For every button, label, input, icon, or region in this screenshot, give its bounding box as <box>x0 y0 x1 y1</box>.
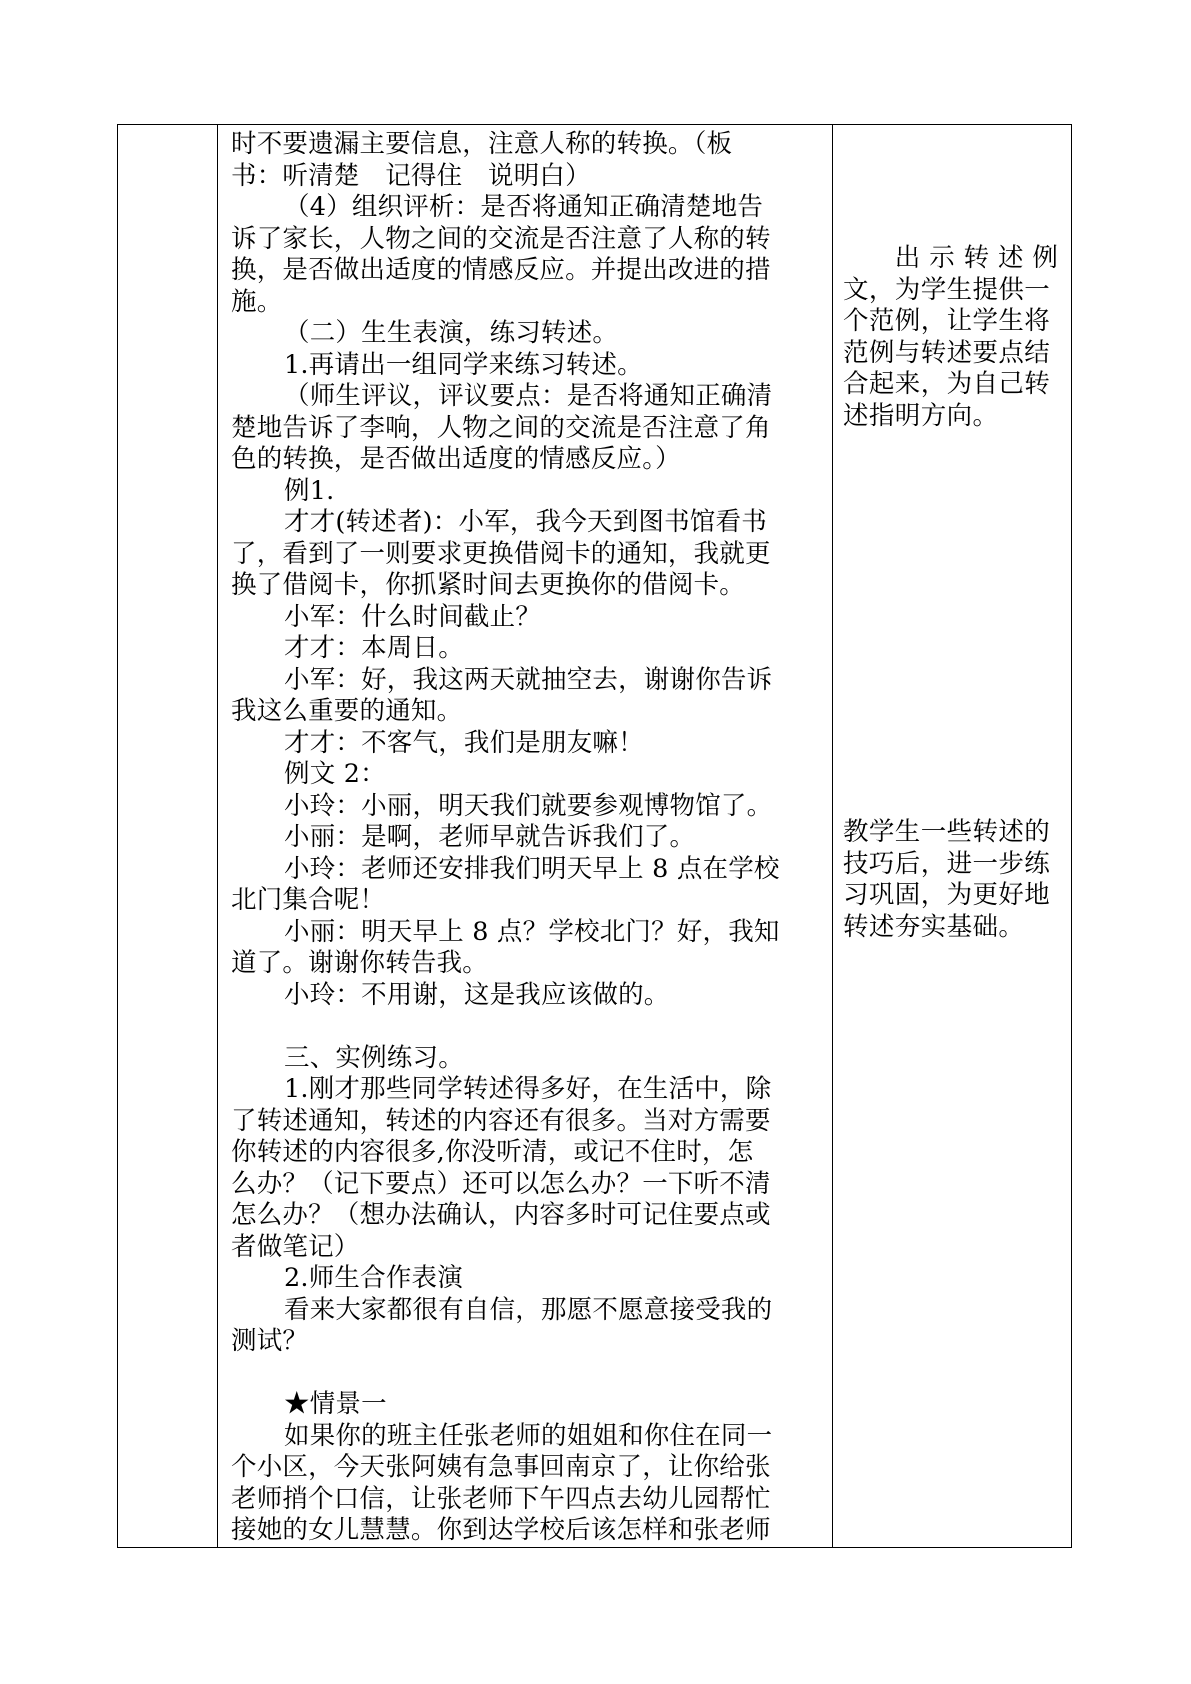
text-line: 才才：本周日。 <box>284 633 464 663</box>
table-row <box>118 125 1072 1548</box>
note-line: 转述夯实基础。 <box>843 911 1025 942</box>
text-line: 小玲：小丽，明天我们就要参观博物馆了。 <box>284 790 773 821</box>
text-line: 色的转换，是否做出适度的情感反应。） <box>231 444 681 474</box>
text-line: 才才(转述者)：小军，我今天到图书馆看书 <box>284 507 767 537</box>
text-line: 诉了家长，人物之间的交流是否注意了人称的转 <box>231 223 771 254</box>
text-line: 老师捎个口信，让张老师下午四点去幼儿园帮忙 <box>231 1483 771 1514</box>
design-notes-cell <box>833 125 1072 1548</box>
text-line: 道了。谢谢你转告我。 <box>231 948 489 978</box>
text-line: 个小区，今天张阿姨有急事回南京了，让你给张 <box>231 1452 771 1482</box>
left-column-cell <box>118 125 218 1548</box>
text-line <box>231 1011 824 1043</box>
note-line: 出 示 转 述 例 <box>843 243 1059 273</box>
text-line: 了，看到了一则要求更换借阅卡的通知，我就更 <box>231 538 771 569</box>
text-line: 你转述的内容很多,你没听清，或记不住时，怎 <box>231 1137 754 1167</box>
text-line: 怎么办？（想办法确认，内容多时可记住要点或 <box>231 1200 771 1230</box>
text-line: 小玲：不用谢，这是我应该做的。 <box>284 979 670 1010</box>
note-line: 技巧后，进一步练 <box>843 848 1051 879</box>
text-line: 小玲：老师还安排我们明天早上 8 点在学校 <box>284 853 780 884</box>
text-line: 我这么重要的通知。 <box>231 696 463 726</box>
text-line: 北门集合呢！ <box>231 885 386 915</box>
text-line: 楚地告诉了李响，人物之间的交流是否注意了角 <box>231 412 771 443</box>
text-line: 1.刚才那些同学转述得多好，在生活中，除 <box>284 1074 772 1104</box>
lesson-plan-table <box>117 124 1072 1548</box>
text-line: （二）生生表演，练习转述。 <box>284 318 619 348</box>
note-line: 个范例，让学生将 <box>843 306 1051 336</box>
text-line: （4）组织评析：是否将通知正确清楚地告 <box>284 192 764 222</box>
text-line: 测试？ <box>231 1326 309 1356</box>
text-line: 如果你的班主任张老师的姐姐和你住在同一 <box>284 1420 773 1451</box>
text-line: 看来大家都很有自信，那愿不愿意接受我的 <box>284 1294 773 1325</box>
text-line: 接她的女儿慧慧。你到达学校后该怎样和张老师 <box>231 1515 771 1545</box>
note-line: 范例与转述要点结 <box>843 337 1051 368</box>
teaching-process-text <box>231 129 824 1547</box>
text-line: 三、实例练习。 <box>284 1042 464 1073</box>
note-line: 习巩固，为更好地 <box>843 880 1051 910</box>
text-line: 换，是否做出适度的情感反应。并提出改进的措 <box>231 255 771 285</box>
teaching-process-cell <box>218 125 833 1548</box>
text-line: 小军：好，我这两天就抽空去，谢谢你告诉 <box>284 664 773 695</box>
text-line: 书：听清楚 记得住 说明白） <box>231 160 591 191</box>
note-line: 述指明方向。 <box>843 400 999 431</box>
text-line <box>231 1358 824 1390</box>
text-line: 小军：什么时间截止？ <box>284 601 542 632</box>
text-line: 例文 2： <box>284 759 386 789</box>
text-line: 时不要遗漏主要信息，注意人称的转换。（板 <box>231 129 733 159</box>
text-line: 小丽：明天早上 8 点？学校北门？好，我知 <box>284 916 780 947</box>
text-line: 例1. <box>284 475 335 506</box>
text-line: （师生评议，评议要点：是否将通知正确清 <box>284 381 773 411</box>
text-line: 者做笔记） <box>231 1231 360 1262</box>
note-line: 文，为学生提供一 <box>843 274 1051 305</box>
note-line: 教学生一些转述的 <box>843 817 1051 847</box>
text-line: 么办？（记下要点）还可以怎么办？一下听不清 <box>231 1168 771 1199</box>
text-line: 施。 <box>231 286 283 317</box>
text-line: 2.师生合作表演 <box>284 1263 463 1293</box>
text-line: 换了借阅卡，你抓紧时间去更换你的借阅卡。 <box>231 570 746 600</box>
text-line: 才才：不客气，我们是朋友嘛！ <box>284 727 644 758</box>
note-line: 合起来，为自己转 <box>843 369 1051 399</box>
text-line: 小丽：是啊，老师早就告诉我们了。 <box>284 822 696 852</box>
design-note-1 <box>843 243 1058 432</box>
text-line: 了转述通知，转述的内容还有很多。当对方需要 <box>231 1105 771 1136</box>
design-notes-wrap <box>843 125 1063 1547</box>
text-line: ★情景一 <box>284 1389 387 1419</box>
text-line: 1.再请出一组同学来练习转述。 <box>284 349 643 380</box>
design-note-2 <box>843 817 1050 943</box>
